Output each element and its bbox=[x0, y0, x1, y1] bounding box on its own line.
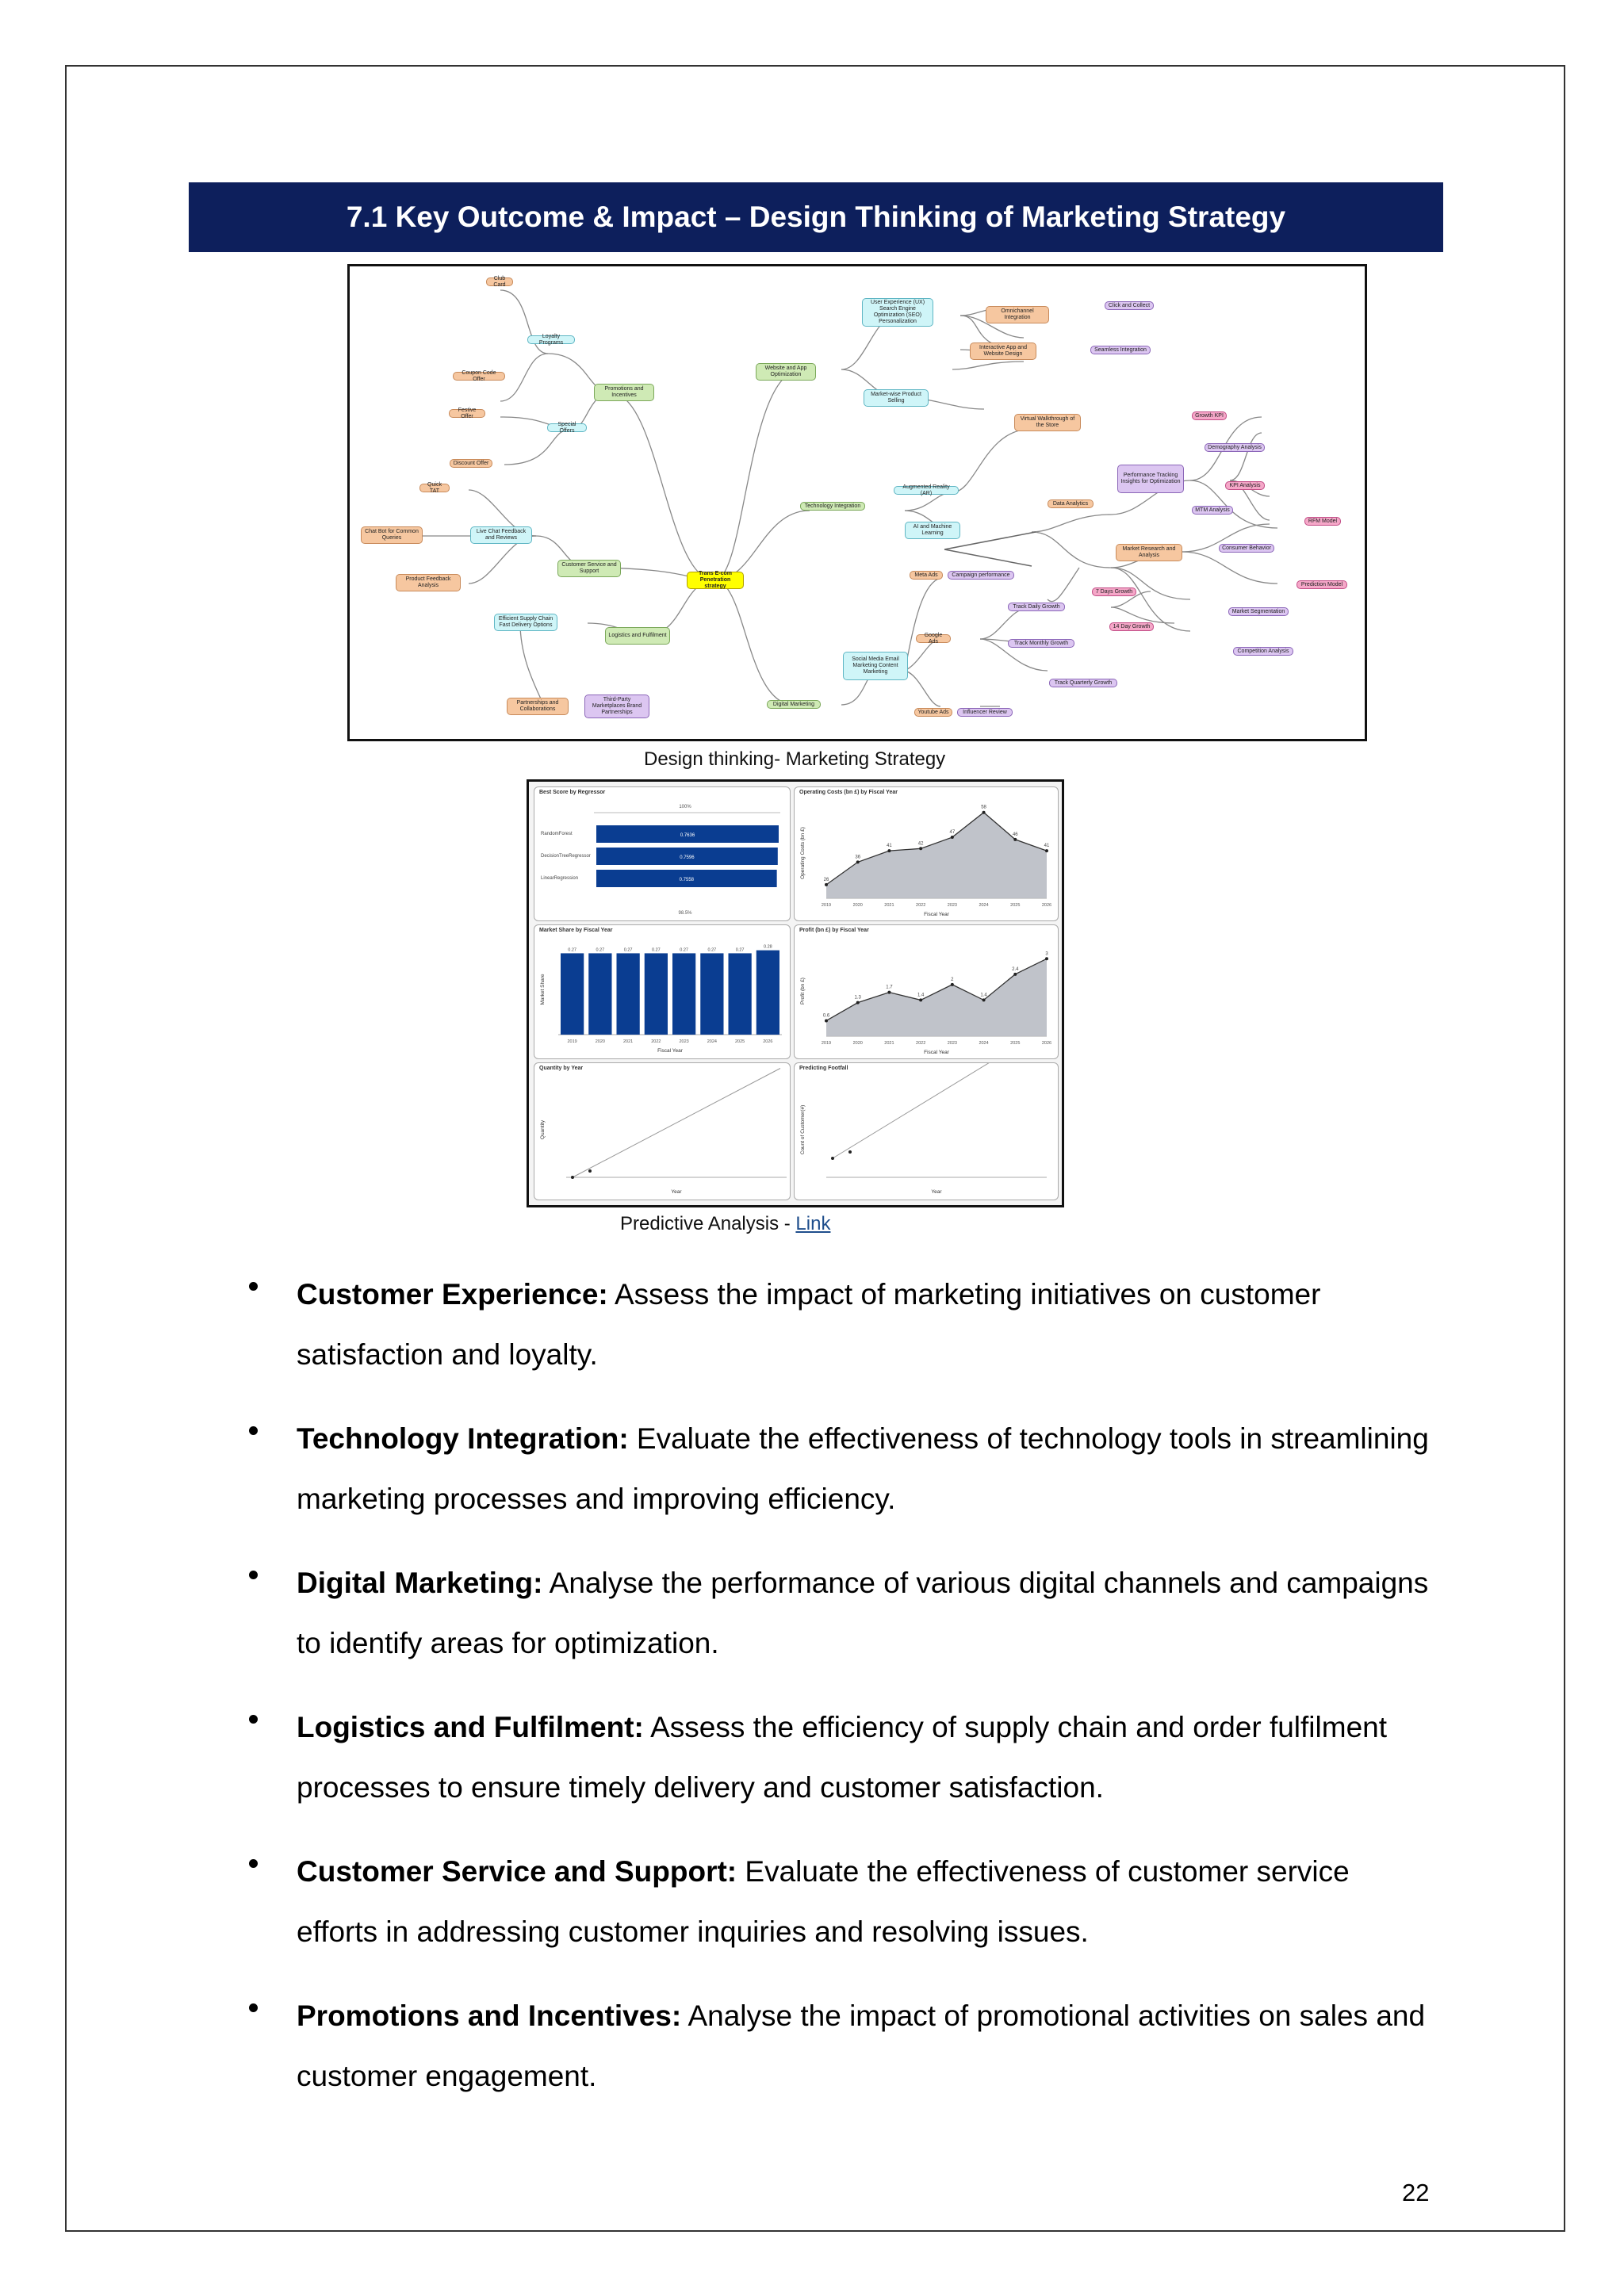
mindmap-figure bbox=[347, 264, 1367, 741]
data-point bbox=[887, 849, 891, 852]
mindmap-node: Youtube Ads bbox=[914, 708, 952, 717]
axis-top-label: 100% bbox=[679, 805, 691, 809]
data-label: 0.6 bbox=[822, 1013, 830, 1019]
bullet-body: Evaluate the effectiveness of customer service efforts in addressing customer inquiries and resolving issues. bbox=[297, 1855, 1350, 1948]
data-label: 58 bbox=[981, 805, 986, 810]
x-tick-label: 2020 bbox=[852, 903, 863, 908]
quantity-chart bbox=[534, 1063, 791, 1200]
bullet-heading: Customer Service and Support: bbox=[297, 1855, 737, 1888]
x-tick-label: 2022 bbox=[651, 1039, 661, 1044]
x-tick-label: 2019 bbox=[821, 1041, 832, 1046]
x-axis-label: Fiscal Year bbox=[657, 1048, 683, 1054]
mindmap-node: Google Ads bbox=[916, 634, 951, 643]
trend-line bbox=[833, 1063, 1040, 1158]
market-share-bar bbox=[617, 953, 640, 1035]
x-tick-label: 2023 bbox=[947, 903, 957, 908]
mindmap-node: Third-Party Marketplaces Brand Partnerships bbox=[584, 695, 649, 718]
x-axis-label: Year bbox=[671, 1189, 682, 1195]
mindmap-node: Club Card bbox=[486, 277, 513, 286]
mindmap-node: Competition Analysis bbox=[1233, 647, 1293, 656]
x-tick-label: 2020 bbox=[852, 1041, 863, 1046]
bullet-body: Analyse the impact of promotional activities on sales and customer engagement. bbox=[297, 1999, 1426, 2092]
data-label: 1.4 bbox=[980, 993, 987, 998]
mindmap-node: Seamless Integration bbox=[1090, 346, 1151, 354]
x-tick-label: 2025 bbox=[1010, 1041, 1021, 1046]
mindmap-node: Coupon Code Offer bbox=[453, 372, 505, 381]
data-point bbox=[919, 847, 922, 850]
x-tick-label: 2024 bbox=[979, 903, 989, 908]
x-tick-label: 2023 bbox=[679, 1039, 689, 1044]
data-label: 2.4 bbox=[1012, 966, 1019, 972]
section-title: 7.1 Key Outcome & Impact – Design Thinking of Marketing Strategy bbox=[189, 182, 1443, 252]
bullet-icon bbox=[249, 1859, 258, 1868]
bar-value-label: 0.7558 bbox=[679, 878, 695, 882]
y-axis-label: Market Share bbox=[540, 974, 546, 1005]
mindmap-node: MTM Analysis bbox=[1192, 506, 1233, 515]
mindmap-node: Website and App Optimization bbox=[756, 363, 816, 381]
x-tick-label: 2021 bbox=[884, 1041, 894, 1046]
data-point bbox=[825, 883, 828, 886]
market-share-bar bbox=[588, 953, 611, 1035]
bullet-item bbox=[246, 1986, 1435, 2107]
bar-value-label: 0.7636 bbox=[680, 833, 695, 838]
panel-title: Operating Costs (bn £) by Fiscal Year bbox=[799, 790, 898, 795]
bullet-body: Assess the efficiency of supply chain and order fulfilment processes to ensure timely delivery and customer satisfaction. bbox=[297, 1711, 1388, 1804]
bar-category-label: LinearRegression bbox=[541, 876, 579, 881]
x-tick-label: 2019 bbox=[821, 903, 832, 908]
mindmap-node: Live Chat Feedback and Reviews bbox=[470, 526, 532, 544]
y-axis-label: Profit (bn £) bbox=[800, 978, 806, 1004]
data-label: 1.3 bbox=[854, 995, 861, 1001]
x-tick-label: 2024 bbox=[707, 1039, 717, 1044]
bullet-item bbox=[246, 1265, 1435, 1385]
mindmap-node-center: Trans E-com Penetration strategy bbox=[687, 572, 744, 589]
market-share-bar bbox=[729, 953, 752, 1035]
data-point bbox=[571, 1176, 574, 1179]
outcome-bullet-list bbox=[246, 1265, 1435, 2130]
bullet-icon bbox=[249, 1426, 258, 1435]
panel-title: Market Share by Fiscal Year bbox=[539, 928, 613, 933]
mindmap-node: Demography Analysis bbox=[1205, 443, 1265, 452]
data-label: 26 bbox=[823, 877, 829, 882]
panel-footfall bbox=[794, 1062, 1059, 1200]
data-point bbox=[588, 1169, 592, 1173]
data-point bbox=[982, 998, 986, 1001]
bullet-item bbox=[246, 1842, 1435, 1962]
data-label: 1.7 bbox=[886, 985, 893, 990]
bar-category-label: RandomForest bbox=[541, 832, 573, 836]
mindmap-node: KPI Analysis bbox=[1225, 481, 1265, 490]
bullet-heading: Technology Integration: bbox=[297, 1422, 629, 1455]
mindmap-node: Logistics and Fulfilment bbox=[605, 627, 670, 645]
market-share-chart bbox=[534, 925, 791, 1059]
data-point bbox=[982, 811, 986, 814]
data-label: 3 bbox=[1045, 951, 1048, 957]
bullet-icon bbox=[249, 1715, 258, 1724]
y-axis-label: Quantity bbox=[540, 1119, 546, 1140]
mindmap-node: Click and Collect bbox=[1105, 301, 1154, 310]
bullet-item bbox=[246, 1697, 1435, 1818]
mindmap-node: Consumer Behavior bbox=[1219, 544, 1274, 553]
mindmap-node: Track Quarterly Growth bbox=[1049, 679, 1117, 687]
x-axis-label: Fiscal Year bbox=[924, 1050, 949, 1055]
data-label: 0.27 bbox=[623, 947, 633, 953]
data-point bbox=[825, 1019, 828, 1022]
data-point bbox=[856, 860, 860, 863]
mindmap-node: Social Media Email Marketing Content Marketing bbox=[843, 652, 908, 680]
mindmap-node: RFM Model bbox=[1304, 517, 1341, 526]
mindmap-node: Interactive App and Website Design bbox=[970, 342, 1036, 360]
data-label: 0.27 bbox=[652, 947, 661, 953]
mindmap-node: Promotions and Incentives bbox=[594, 384, 654, 401]
footfall-chart bbox=[795, 1063, 1059, 1200]
dashboard-figure bbox=[527, 779, 1064, 1207]
mindmap-node: Augmented Reality (AR) bbox=[894, 486, 959, 495]
data-label: 0.27 bbox=[680, 947, 688, 953]
data-label: 42 bbox=[917, 841, 924, 847]
mindmap-node: Product Feedback Analysis bbox=[396, 574, 461, 591]
panel-title: Quantity by Year bbox=[539, 1066, 584, 1071]
mindmap-node: Track Monthly Growth bbox=[1008, 639, 1074, 648]
bullet-heading: Customer Experience: bbox=[297, 1278, 608, 1311]
panel-operating-costs bbox=[794, 786, 1059, 921]
x-tick-label: 2022 bbox=[916, 1041, 926, 1046]
data-label: 47 bbox=[949, 830, 956, 836]
mindmap-node: Meta Ads bbox=[910, 571, 943, 580]
mindmap-node: 14 Day Growth bbox=[1109, 622, 1154, 631]
bullet-heading: Logistics and Fulfilment: bbox=[297, 1711, 644, 1743]
bullet-body: Assess the impact of marketing initiatives on customer satisfaction and loyalty. bbox=[297, 1278, 1321, 1371]
x-tick-label: 2022 bbox=[916, 903, 926, 908]
panel-profit bbox=[794, 924, 1059, 1059]
operating-costs-chart bbox=[795, 787, 1059, 921]
x-tick-label: 2023 bbox=[947, 1041, 957, 1046]
mindmap-node: Prediction Model bbox=[1297, 580, 1347, 589]
data-label: 0.27 bbox=[735, 947, 745, 953]
panel-market-share bbox=[534, 924, 791, 1059]
market-share-bar bbox=[561, 953, 584, 1035]
data-label: 41 bbox=[1044, 844, 1050, 849]
x-tick-label: 2026 bbox=[763, 1039, 773, 1044]
data-point bbox=[1013, 838, 1017, 841]
data-point bbox=[1013, 973, 1017, 976]
mindmap-node: Digital Marketing bbox=[767, 700, 821, 709]
profit-chart bbox=[795, 925, 1059, 1059]
x-axis-label: Fiscal Year bbox=[924, 912, 949, 917]
y-axis-label: Count of Customer(#) bbox=[800, 1104, 806, 1155]
mindmap-node: Loyalty Programs bbox=[527, 335, 575, 344]
panel-quantity bbox=[534, 1062, 791, 1200]
mindmap-node: Influencer Review bbox=[957, 708, 1013, 717]
dashboard-caption-text: Predictive Analysis - bbox=[620, 1213, 796, 1234]
x-axis-label: Year bbox=[931, 1189, 942, 1195]
data-point bbox=[887, 991, 891, 994]
data-label: 0.27 bbox=[596, 947, 605, 953]
trend-line bbox=[573, 1069, 780, 1178]
x-tick-label: 2026 bbox=[1041, 1041, 1052, 1046]
x-tick-label: 2025 bbox=[1010, 903, 1021, 908]
panel-best-score bbox=[534, 786, 791, 921]
bullet-icon bbox=[249, 1282, 258, 1291]
data-label: 41 bbox=[887, 844, 892, 849]
bullet-icon bbox=[249, 1571, 258, 1579]
data-point bbox=[848, 1150, 852, 1154]
x-tick-label: 2021 bbox=[623, 1039, 634, 1044]
mindmap-node: User Experience (UX) Search Engine Optimization (SEO) Personalization bbox=[862, 298, 933, 327]
x-tick-label: 2026 bbox=[1041, 903, 1052, 908]
data-point bbox=[1045, 957, 1048, 960]
data-label: 1.4 bbox=[917, 993, 925, 998]
mindmap-node: Special Offers bbox=[547, 423, 587, 432]
mindmap-node: Market-wise Product Selling bbox=[864, 389, 929, 407]
market-share-bar bbox=[672, 953, 695, 1035]
data-label: 36 bbox=[855, 855, 861, 860]
bar-category-label: DecisionTreeRegressor bbox=[541, 854, 591, 859]
best-score-chart bbox=[534, 787, 791, 921]
data-point bbox=[951, 983, 954, 986]
data-point bbox=[856, 1001, 860, 1004]
mindmap-node: Partnerships and Collaborations bbox=[507, 698, 569, 715]
bullet-item bbox=[246, 1553, 1435, 1674]
mindmap-node: Discount Offer bbox=[450, 459, 492, 468]
mindmap-node: Chat Bot for Common Queries bbox=[361, 526, 423, 544]
panel-title: Best Score by Regressor bbox=[539, 790, 606, 795]
data-point bbox=[831, 1157, 834, 1160]
mindmap-node: Market Segmentation bbox=[1228, 607, 1289, 616]
data-point bbox=[1045, 849, 1048, 852]
data-point bbox=[951, 836, 954, 839]
data-label: 46 bbox=[1012, 832, 1018, 837]
x-tick-label: 2021 bbox=[884, 903, 894, 908]
page-number: 22 bbox=[1402, 2179, 1430, 2206]
mindmap-node: Festive Offer bbox=[449, 409, 485, 418]
bullet-heading: Promotions and Incentives: bbox=[297, 1999, 682, 2032]
data-label: 2 bbox=[951, 977, 954, 982]
mindmap-node: Virtual Walkthrough of the Store bbox=[1014, 414, 1081, 431]
bullet-body: Evaluate the effectiveness of technology tools in streamlining marketing processes and improving efficiency. bbox=[297, 1422, 1429, 1515]
mindmap-node: Market Research and Analysis bbox=[1116, 544, 1182, 561]
dashboard-caption bbox=[620, 1213, 830, 1235]
mindmap-node: AI and Machine Learning bbox=[905, 522, 960, 539]
mindmap-node: Technology Integration bbox=[800, 502, 865, 511]
panel-title: Profit (bn £) by Fiscal Year bbox=[799, 928, 869, 933]
x-tick-label: 2020 bbox=[595, 1039, 605, 1044]
mindmap-node: Growth KPI bbox=[1192, 411, 1227, 420]
data-point bbox=[919, 998, 922, 1001]
bar-value-label: 0.7596 bbox=[680, 855, 695, 860]
mindmap-node: 7 Days Growth bbox=[1092, 587, 1136, 596]
x-tick-label: 2024 bbox=[979, 1041, 989, 1046]
axis-bottom-label: 98.5% bbox=[678, 911, 692, 916]
x-tick-label: 2019 bbox=[567, 1039, 577, 1044]
bullet-heading: Digital Marketing: bbox=[297, 1567, 543, 1599]
mindmap-node: Omnichannel Integration bbox=[986, 306, 1049, 323]
data-label: 0.27 bbox=[707, 947, 717, 953]
mindmap-node: Customer Service and Support bbox=[557, 560, 621, 577]
bullet-item bbox=[246, 1409, 1435, 1529]
data-label: 0.28 bbox=[764, 944, 772, 950]
mindmap-node: Data Analytics bbox=[1048, 499, 1094, 508]
panel-title: Predicting Footfall bbox=[799, 1066, 848, 1071]
y-axis-label: Operating Costs (bn £) bbox=[800, 827, 806, 879]
predictive-analysis-link[interactable]: Link bbox=[795, 1213, 831, 1234]
market-share-bar bbox=[645, 953, 668, 1035]
bullet-icon bbox=[249, 2003, 258, 2012]
mindmap-node: Track Daily Growth bbox=[1008, 603, 1065, 611]
mindmap-node: Efficient Supply Chain Fast Delivery Options bbox=[494, 614, 557, 631]
mindmap-node: Performance Tracking Insights for Optimization bbox=[1117, 465, 1184, 493]
mindmap-node: Campaign performance bbox=[948, 571, 1014, 580]
x-tick-label: 2025 bbox=[735, 1039, 745, 1044]
data-label: 0.27 bbox=[568, 947, 576, 953]
market-share-bar bbox=[756, 951, 779, 1035]
mindmap-caption: Design thinking- Marketing Strategy bbox=[644, 748, 946, 770]
bullet-body: Analyse the performance of various digital channels and campaigns to identify areas for optimization. bbox=[297, 1567, 1429, 1659]
market-share-bar bbox=[700, 953, 723, 1035]
mindmap-node: Quick TAT bbox=[419, 484, 450, 492]
